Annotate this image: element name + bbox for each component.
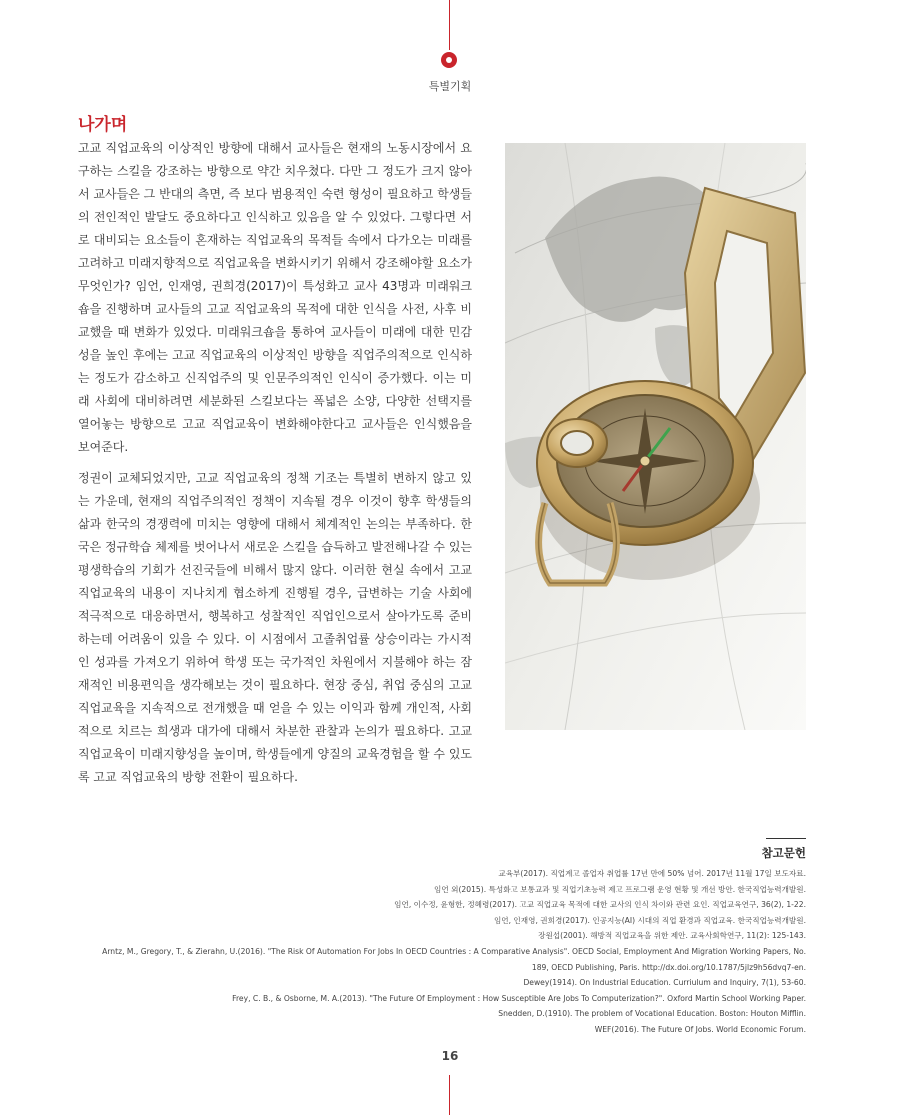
article-body	[78, 137, 472, 797]
references-list	[46, 866, 806, 1038]
reference-item: 임언, 인재영, 권희경(2017). 인공지능(AI) 시대의 직업 환경과 직업교육. 한국직업능력개발원.	[493, 915, 806, 925]
page-number: 16	[441, 1049, 459, 1063]
compass-photo	[505, 143, 806, 730]
section-label: 특별기획	[428, 80, 472, 93]
top-divider-line	[449, 0, 450, 50]
reference-item: Dewey(1914). On Industrial Education. Curriulum and Inquiry, 7(1), 53-60.	[523, 978, 806, 988]
section-marker-icon	[441, 52, 457, 68]
reference-item: 임언 외(2015). 특성화고 보통교과 및 직업기초능력 제고 프로그램 운영 현황 및 개선 방안. 한국직업능력개발원.	[434, 884, 806, 894]
reference-item: Arntz, M., Gregory, T., & Zierahn, U.(2016). "The Risk Of Automation For Jobs In OECD Countries : A Comparative Analysis". OECD Social, Employment And Migration Working Papers, No.	[102, 946, 806, 956]
article-paragraph: 고교 직업교육의 이상적인 방향에 대해서 교사들은 현재의 노동시장에서 요구하는 스킬을 강조하는 방향으로 약간 치우쳤다. 다만 그 정도가 크지 않아서 교사들은 그 반대의 측면, 즉 보다 범용적인 숙련 형성이 필요하고 학생들의 전인적인 발달도 중요하다고 인식하고 있음을 알 수 있었다. 그렇다면 서로 대비되는 요소들이 혼재하는 직업교육의 목적들 속에서 다가오는 미래를 고려하고 미래지향적으로 직업교육을 변화시키기 위해서 강조해야할 요소가 무엇인가? 임언, 인재영, 권희경(2017)이 특성화고 교사 43명과 미래워크숍을 진행하며 교사들의 고교 직업교육의 목적에 대한 인식을 사전, 사후 비교했을 때 변화가 있었다. 미래워크숍을 통하여 교사들이 미래에 대한 민감성을 높인 후에는 고교 직업교육의 이상적인 방향을 직업주의적으로 인식하는 정도가 감소하고 신직업주의 및 인문주의적인 인식이 증가했다. 이는 미래 사회에 대비하려면 세분화된 스킬보다는 폭넓은 소양, 다양한 선택지를 열어놓는 방향으로 고교 직업교육이 변화해야한다고 교사들은 인식했음을 보여준다.	[78, 141, 472, 454]
reference-item: 교육부(2017). 직업계고 졸업자 취업률 17년 만에 50% 넘어. 2017년 11월 17일 보도자료.	[498, 869, 806, 878]
section-heading: 나가며	[78, 115, 128, 135]
reference-item: Frey, C. B., & Osborne, M. A.(2013). "The Future Of Employment : How Susceptible Are Jobs To Computerization?". Oxford Martin School Working Paper.	[232, 993, 806, 1003]
bottom-divider-line	[449, 1075, 450, 1115]
reference-item: 장원섭(2001). 해방적 직업교육을 위한 제안. 교육사회학연구, 11(2): 125-143.	[538, 931, 806, 941]
article-paragraph: 정권이 교체되었지만, 고교 직업교육의 정책 기조는 특별히 변하지 않고 있는 가운데, 현재의 직업주의적인 정책이 지속될 경우 이것이 향후 학생들의 삶과 한국의 경쟁력에 미치는 영향에 대해서 체계적인 논의는 부족하다. 한국은 정규학습 체제를 벗어나서 새로운 스킬을 습득하고 발전해나갈 수 있는 평생학습의 기회가 선진국들에 비해서 많지 않다. 이러한 현실 속에서 고교 직업교육의 내용이 지나치게 협소하게 진행될 경우, 급변하는 기술 사회에 적극적으로 대응하면서, 행복하고 성찰적인 직업인으로서 살아가도록 준비하는데 어려움이 있을 수 있다. 이 시점에서 고졸취업률 상승이라는 가시적인 성과를 가져오기 위하여 학생 또는 국가적인 차원에서 지불해야 하는 잠재적인 비용편익을 생각해보는 것이 필요하다. 현장 중심, 취업 중심의 고교 직업교육을 지속적으로 전개했을 때 얻을 수 있는 이익과 함께 개인적, 사회적으로 치르는 희생과 대가에 대해서 차분한 관찰과 논의가 필요하다. 고교 직업교육이 미래지향성을 높이며, 학생들에게 양질의 교육경험을 할 수 있도록 고교 직업교육의 방향 전환이 필요하다.	[78, 471, 472, 784]
references-rule	[766, 838, 806, 839]
reference-item: 임언, 이수정, 윤형한, 정혜령(2017). 고교 직업교육 목적에 대한 교사의 인식 차이와 관련 요인. 직업교육연구, 36(2), 1-22.	[394, 900, 806, 910]
reference-item: 189, OECD Publishing, Paris. http://dx.doi.org/10.1787/5jlz9h56dvq7-en.	[531, 962, 806, 972]
reference-item: WEF(2016). The Future Of Jobs. World Economic Forum.	[594, 1024, 806, 1034]
reference-item: Snedden, D.(1910). The problem of Vocational Education. Boston: Houton Mifflin.	[498, 1009, 806, 1019]
references-title: 참고문헌	[761, 846, 806, 860]
